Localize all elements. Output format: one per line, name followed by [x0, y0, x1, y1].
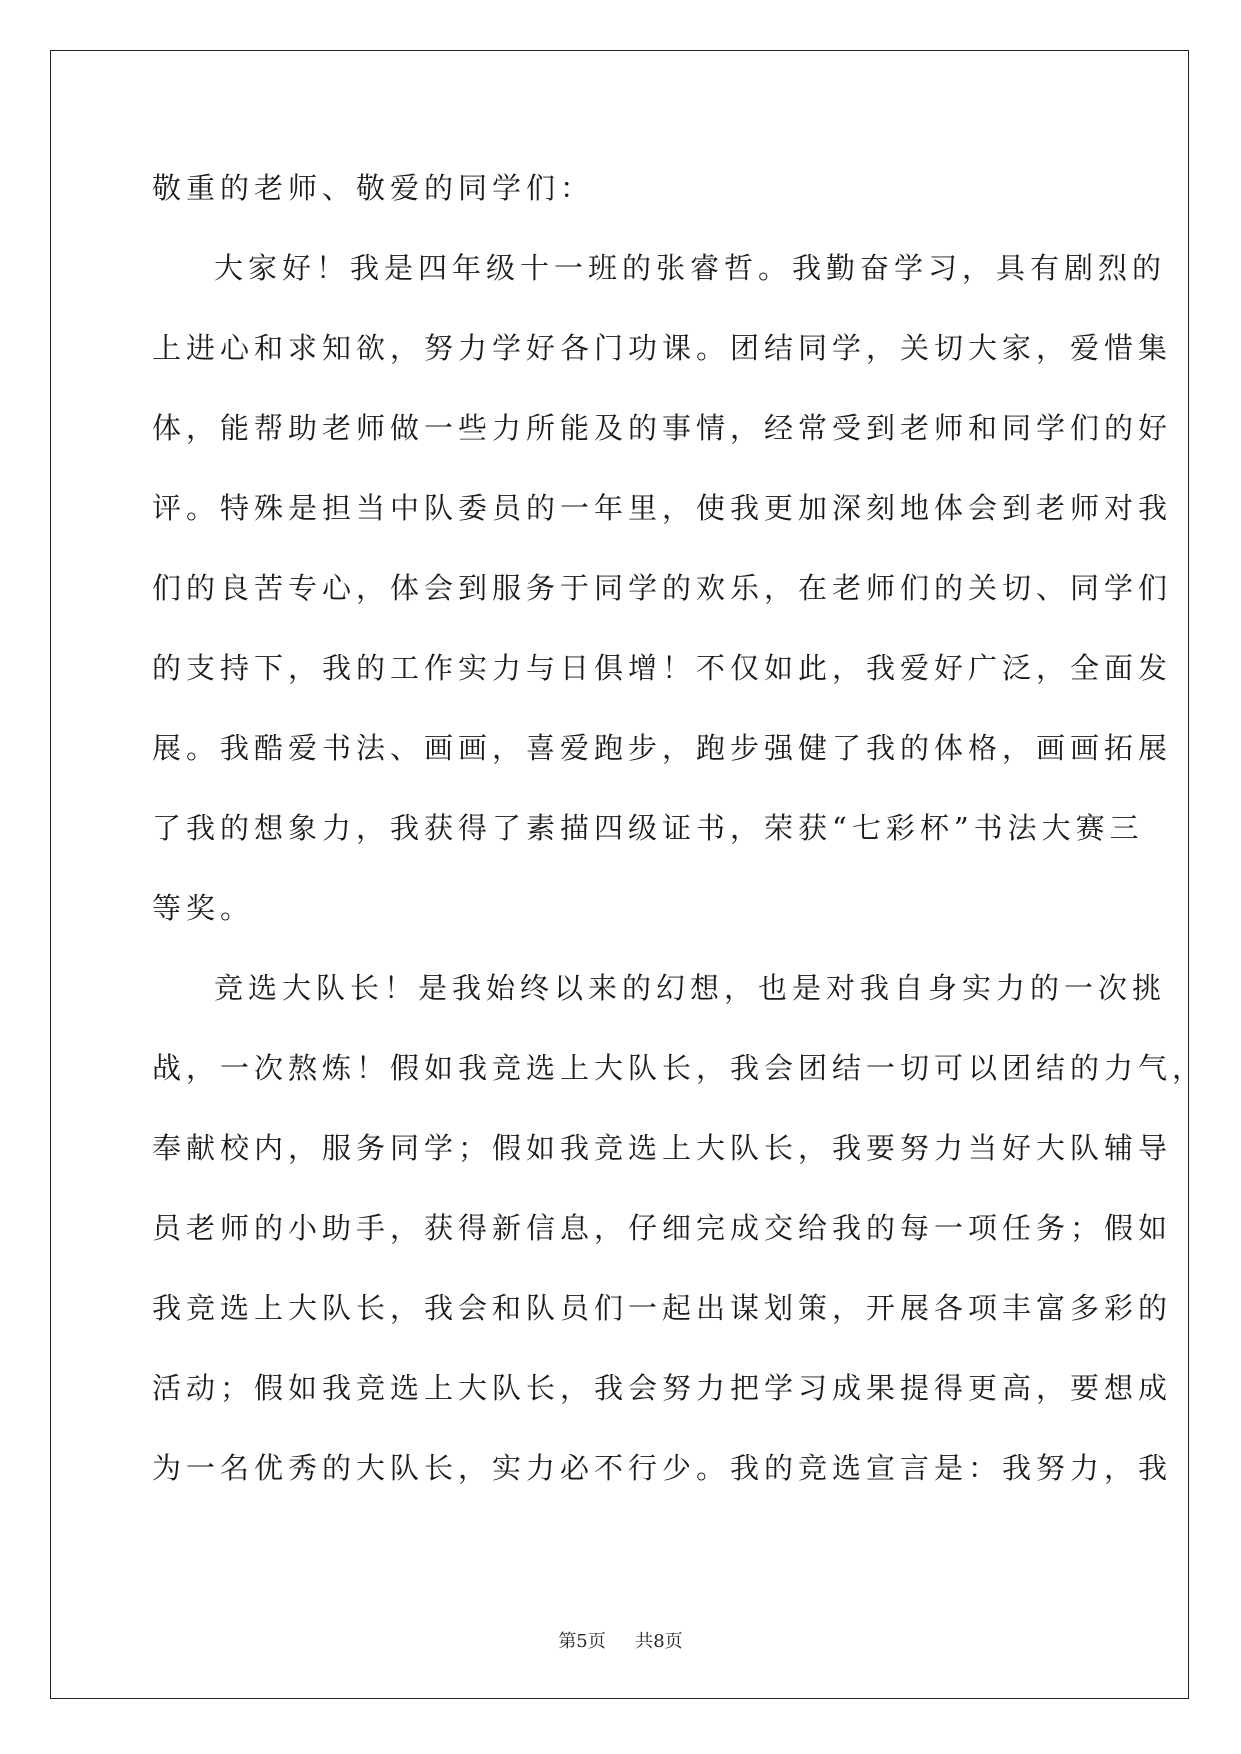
text-line: 员老师的小助手，获得新信息，仔细完成交给我的每一项任务；假如: [152, 1211, 1173, 1245]
text-line: 体，能帮助老师做一些力所能及的事情，经常受到老师和同学们的好: [152, 411, 1173, 445]
text-line: 为一名优秀的大队长，实力必不行少。我的竞选宣言是：我努力，我: [152, 1451, 1173, 1485]
text-line: 大家好！我是四年级十一班的张睿哲。我勤奋学习，具有剧烈的: [214, 251, 1167, 285]
text-line: 们的良苦专心，体会到服务于同学的欢乐，在老师们的关切、同学们: [152, 571, 1173, 605]
text-line: 展。我酷爱书法、画画，喜爱跑步，跑步强健了我的体格，画画拓展: [152, 731, 1173, 765]
page-total: 共8页: [635, 1631, 683, 1652]
text-line: 战，一次熬炼！假如我竞选上大队长，我会团结一切可以团结的力气，: [152, 1051, 1207, 1085]
text-line: 敬重的老师、敬爱的同学们：: [152, 171, 595, 205]
text-line: 等奖。: [152, 891, 255, 925]
text-line: 竞选大队长！是我始终以来的幻想，也是对我自身实力的一次挑: [214, 971, 1167, 1005]
text-line: 评。特殊是担当中队委员的一年里，使我更加深刻地体会到老师对我: [152, 491, 1173, 525]
page-footer: [0, 1627, 1241, 1653]
text-line: 的支持下，我的工作实力与日俱增！不仅如此，我爱好广泛，全面发: [152, 651, 1173, 685]
text-line: 了我的想象力，我获得了素描四级证书，荣获“七彩杯”书法大赛三: [152, 811, 1144, 845]
text-line: 上进心和求知欲，努力学好各门功课。团结同学，关切大家，爱惜集: [152, 331, 1173, 365]
page-number: 第5页: [558, 1631, 606, 1652]
text-line: 奉献校内，服务同学；假如我竞选上大队长，我要努力当好大队辅导: [152, 1131, 1173, 1165]
text-line: 活动；假如我竞选上大队长，我会努力把学习成果提得更高，要想成: [152, 1371, 1173, 1405]
text-line: 我竞选上大队长，我会和队员们一起出谋划策，开展各项丰富多彩的: [152, 1291, 1173, 1325]
